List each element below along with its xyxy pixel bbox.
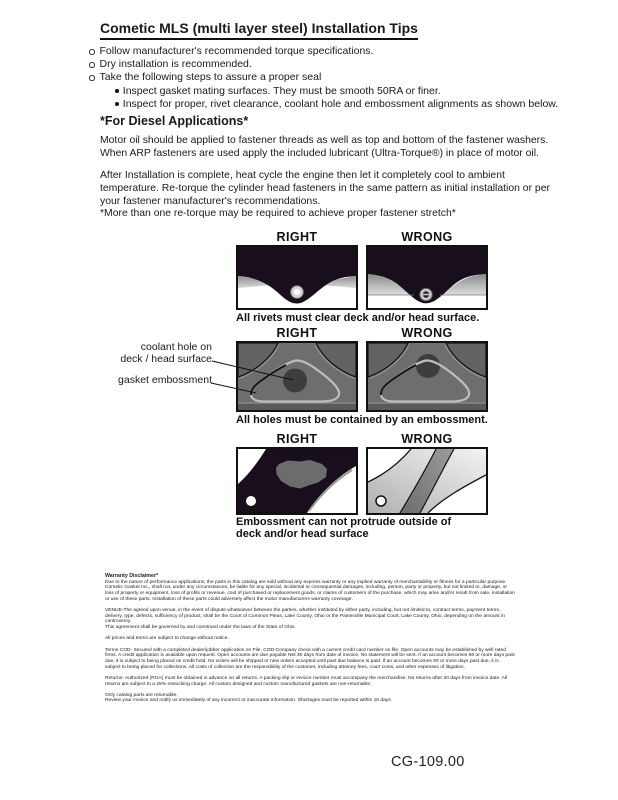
holes-wrong-diagram [366,341,488,412]
list-item [89,71,559,84]
open-bullet-icon [89,75,95,81]
hole-outside-embossment-illustration [368,343,486,410]
list-item-text: Follow manufacturer's recommended torque specifications. [99,45,374,57]
bolt-hole-icon [246,496,256,506]
legal-paragraph: Only catalog parts are returnable. [105,692,178,698]
embossment-protruding-illustration [368,449,486,513]
list-item [89,58,559,71]
row1-right-label: RIGHT [276,230,318,244]
open-bullet-icon [89,49,95,55]
coolant-hole-icon [283,369,307,393]
catalog-page-number: CG-109.00 [391,754,465,770]
legal-paragraph: All prices and terms are subject to change without notice. [105,636,229,642]
hole-contained-illustration [238,343,356,410]
bolt-hole-icon [376,496,386,506]
holes-right-diagram [236,341,358,412]
bottom-band [238,403,356,410]
annotation-line: deck / head surface [120,352,212,365]
coolant-hole-icon [416,354,440,378]
legal-paragraph: This agreement shall be governed by and construed under the laws of the State of Ohio. [105,625,296,631]
protrusion-wrong-diagram [366,447,488,515]
sub-list-item [115,85,559,98]
row2-right-label: RIGHT [276,326,318,340]
coolant-hole-annotation [98,342,212,365]
list-item [89,45,559,58]
list-item-text: Dry installation is recommended. [99,58,252,71]
legal-paragraph: Due to the nature of performance applications, the parts in this catalog are sold without any express warranty or any implied warranty of merchantability or fitness for a particular purpose. Cometic Gasket Inc., shall not, under any circumstances, be liable for any special, incidental or consequential damages, including, person, party or property, but not limited to, damage, or loss of property or equipment, loss of profits or revenue, cost of purchased or replacement goods, or claims of customers of the purchase, which may arise and/or result from sale, installation or use of these parts. Installation of these parts could adversely affect the motor manufacturers warranty coverage. [105,579,515,602]
diesel-paragraph-1: Motor oil should be applied to fastener threads as well as top and bottom of the fastener washers. When ARP fasteners are used apply the included lubricant (Ultra-Torque®) in place of motor oil. [100,135,549,160]
row1-caption: All rivets must clear deck and/or head surface. [236,312,480,324]
row3-wrong-label: WRONG [401,432,453,446]
installation-tips-list [89,45,559,111]
list-item-text: Inspect for proper, rivet clearance, coolant hole and embossment alignments as shown below. [122,97,559,110]
row3-right-label: RIGHT [276,432,318,446]
row2-wrong-label: WRONG [401,326,453,340]
row2-caption: All holes must be contained by an embossment. [236,414,488,426]
sub-list-item [115,98,559,111]
list-item-text: Take the following steps to assure a proper seal [99,71,322,84]
row1-wrong-label: WRONG [401,230,453,244]
embossment-inside-deck-illustration [238,449,356,513]
filled-bullet-icon [115,89,119,93]
rivet-hole [294,289,300,295]
retorque-note: *More than one re-torque may be required to achieve proper fastener stretch* [100,208,456,219]
row3-caption: Embossment can not protrude outside of deck and/or head surface [236,516,452,540]
legal-paragraph: Review your invoice and notify us immediately of any incorrect or inaccurate information. Shortages must be reported within 10 days. [105,698,393,704]
legal-paragraph: Terms COD- Secured with a completed dealer/jobber application on File, COD-Company check with a current credit card number on file. Open accounts may be established by well rated firms. A credit application is available upon request. Open accounts are due payable Net 30 days from date of invoice. No statement will be sent. If an account becomes 60 or more days past due, it is subject to being placed on credit hold. No orders will be shipped or new orders accepted until past due balance is paid. If an account becomes 90 or more days past due, it is subject to being placed for collections. All costs of collection are the responsibility of the customer, including attorney fees, court costs, and other expenses of litigation. [105,647,515,670]
warranty-disclaimer-section [105,574,515,704]
page-title: Cometic MLS (multi layer steel) Installation Tips [100,20,418,40]
filled-bullet-icon [115,102,119,106]
diesel-heading: *For Diesel Applications* [100,114,249,128]
open-bullet-icon [89,62,95,68]
rivet-wrong-diagram [366,245,488,310]
rivet-clears-deck-illustration [238,247,356,308]
protrusion-right-diagram [236,447,358,515]
legal-paragraph: VENUE-The agreed upon venue, in the event of dispute whatsoever between the parties, whether instituted by either party, including, but not limited to, contract terms, payment terms, delivery, type, defects, sufficiency of product, shall be the Court of Common Pleas, Lake County, Ohio or the Painesville Municipal Court, Lake County, Ohio, depending on the amount in controversy. [105,608,505,625]
rivet-right-diagram [236,245,358,310]
rivet-touches-deck-illustration [368,247,486,308]
diesel-paragraph-2: After Installation is complete, heat cycle the engine then let it completely cool to ambient temperature. Re-torque the cylinder head fasteners in the same pattern as initial installation or per your fastener manufacturer's recommendations. [100,170,550,208]
legal-paragraph: Returns- Authorized (RGA) must be obtained in advance on all returns. A packing slip or invoice number must accompany the merchandise. No returns after 30 days from invoice date. All returns are subject to a 25% restocking charge. All custom designed and custom manufactured gaskets are non-returnable. [105,675,508,687]
annotation-line: coolant hole on [140,341,212,353]
warranty-heading: Warranty Disclaimer* [105,573,159,579]
list-item-text: Inspect gasket mating surfaces. They must be smooth 50RA or finer. [122,84,441,97]
bottom-band [368,403,486,410]
gasket-embossment-annotation: gasket embossment [118,374,212,386]
